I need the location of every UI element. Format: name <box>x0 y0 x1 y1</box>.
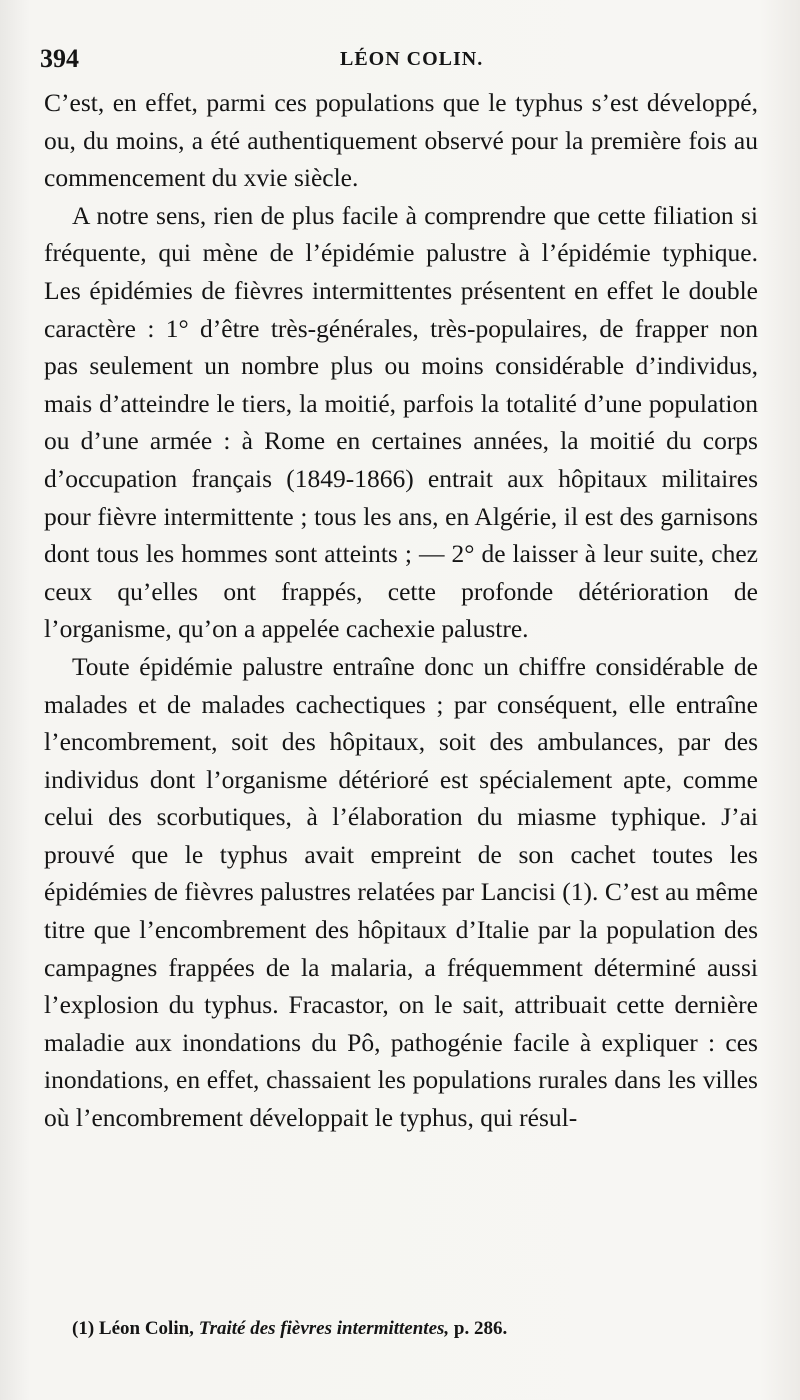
page-header <box>40 40 762 80</box>
body-text <box>44 84 758 1137</box>
paragraph: A notre sens, rien de plus facile à comprendre que cette filiation si fréquente, qui mène de l’épidémie palustre à l’épidémie typhique. Les épidémies de fièvres intermittentes présentent en effet le double caractère : 1° d’être très-générales, très-populaires, de frapper non pas seulement un nombre plus ou moins considérable d’individus, mais d’atteindre le tiers, la moitié, parfois la totalité d’une population ou d’une armée : à Rome en certaines années, la moitié du corps d’occupation français (1849-1866) entrait aux hôpitaux militaires pour fièvre intermittente ; tous les ans, en Algérie, il est des garnisons dont tous les hommes sont atteints ; — 2° de laisser à leur suite, chez ceux qu’elles ont frappés, cette profonde détérioration de l’organisme, qu’on a appelée cachexie palustre. <box>44 200 758 644</box>
footnote-author: Léon Colin, <box>98 1318 194 1339</box>
paragraph: Toute épidémie palustre entraîne donc un chiffre considérable de malades et de malades cachectiques ; par conséquent, elle entraîne l’encombrement, soit des hôpitaux, soit des ambulances, par des individus dont l’organisme détérioré est spécialement apte, comme celui des scorbutiques, à l’élaboration du miasme typhique. J’ai prouvé que le typhus avait empreint de son cachet toutes les épidémies de fièvres palustres relatées par Lancisi (1). C’est au même titre que l’encombrement des hôpitaux d’Italie par la population des campagnes frappées de la malaria, a fréquemment déterminé aussi l’explosion du typhus. Fracastor, on le sait, attribuait cette dernière maladie aux inondations du Pô, pathogénie facile à expliquer : ces inondations, en effet, chassaient les populations rurales dans les villes où l’encombrement développait le typhus, qui résul- <box>44 651 758 1133</box>
paragraph: C’est, en effet, parmi ces populations que le typhus s’est développé, ou, du moins, a été authentiquement observé pour la première fois au commencement du xvie siècle. <box>44 88 758 193</box>
footnote <box>72 1318 762 1340</box>
running-title: LÉON COLIN. <box>340 48 484 70</box>
footnote-title: Traité des fièvres intermittentes, <box>198 1318 450 1339</box>
footnote-marker: (1) <box>72 1318 95 1339</box>
footnote-page: p. 286. <box>453 1318 508 1339</box>
page-number: 394 <box>40 44 79 73</box>
